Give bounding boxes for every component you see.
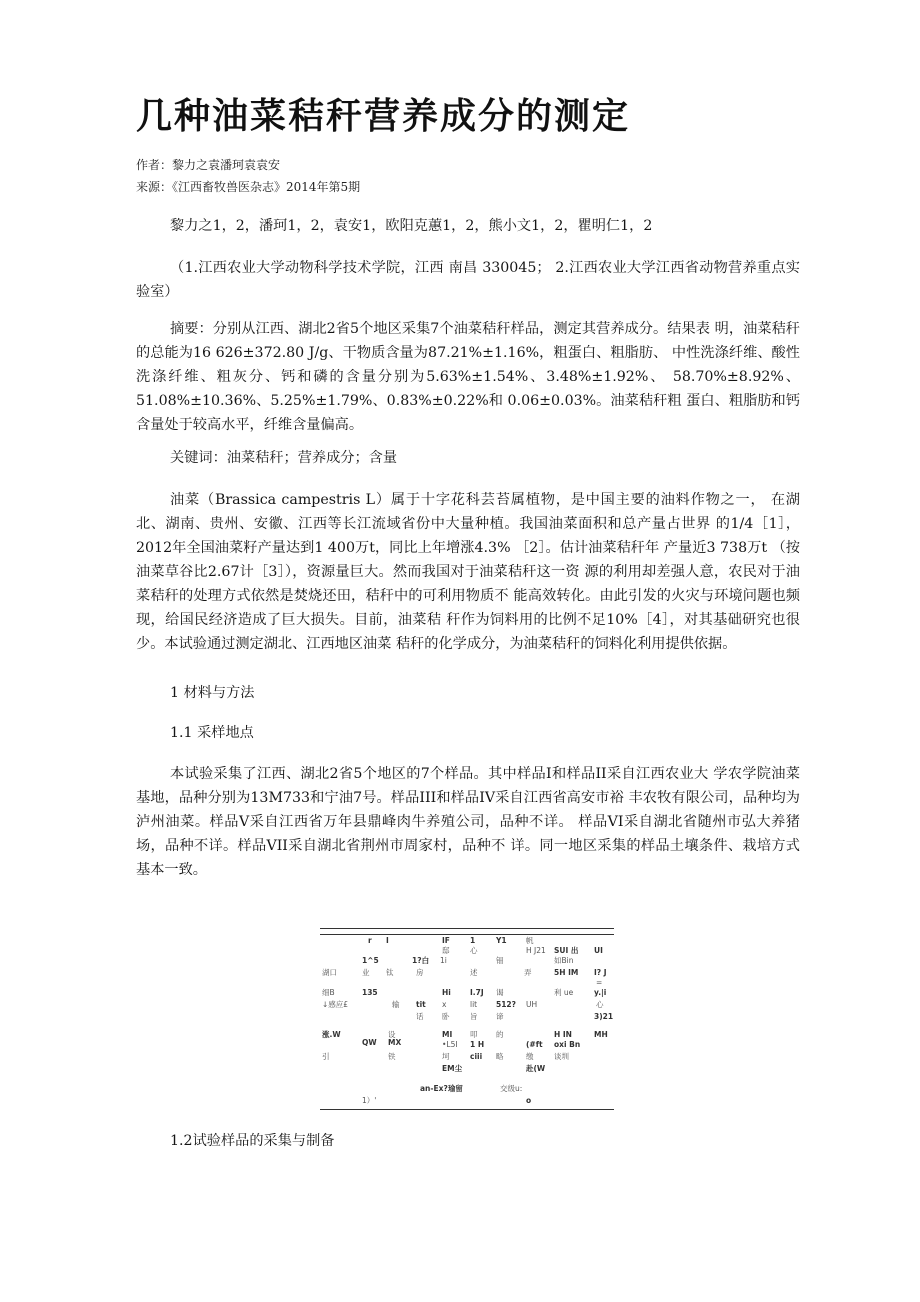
introduction: 油菜（Brassica campestris L）属于十字花科芸苔属植物，是中国主要的油料作物之一， 在湖北、湖南、贵州、安徽、江西等长江流域省份中大量种植。我国油菜面积和总产量占世界 的1/4［1］，2012年全国油菜籽产量达到1 400万t，同比上年增涨4.3% ［2］。估计油菜秸秆年 产量近3 738万t （按油菜草谷比2.67计［3］），资源量巨大。然而我国对于油菜秸秆这一资 源的利用却差强人意，农民对于油菜秸秆的处理方式依然是焚烧还田，秸秆中的可利用物质不 能高效转化。由此引发的火灾与环境问题也频现，给国民经济造成了巨大损失。目前，油菜秸 秆作为饲料用的比例不足10%［4］，对其基础研究也很少。本试验通过测定湖北、江西地区油菜 秸秆的化学成分，为油菜秸秆的饲料化利用提供依据。 [136,492,800,652]
table-cell: Y1 [496,936,507,945]
table-cell: 谈圳 [554,1052,569,1061]
table-cell: MI [442,1030,453,1039]
table-cell: 业 [362,968,370,977]
table-cell: IF [442,936,450,945]
table-cell: 述 [470,968,478,977]
table-cell: 512? [496,1000,517,1009]
table-cell: 卧 [442,1012,450,1021]
section-heading-1-1: 1.1 采样地点 [170,725,254,741]
table-cell: 话 [416,1012,424,1021]
table-cell: 帆 [526,936,534,945]
table-cell: 1i [440,956,447,965]
table-cell: 1 [470,936,476,945]
affiliation: （1.江西农业大学动物科学技术学院，江西 南昌 330045； 2.江西农业大学江西省动物营养重点实验室） [136,260,800,300]
table-cell: 引 [322,1052,330,1061]
table-cell: H IN [554,1030,572,1039]
table-cell: 5H IM [554,968,579,977]
table-cell: 如Bin [554,956,574,965]
source-line: 来源：《江西畜牧兽医杂志》2014年第5期 [136,180,361,194]
table-cell: 135 [362,988,378,997]
section-heading-1-2: 1.2试验样品的采集与制备 [170,1133,335,1149]
table-cell: ciii [470,1052,483,1061]
keywords: 关键词：油菜秸秆；营养成分；含量 [170,450,398,466]
table-cell: oxi Bn [554,1040,581,1049]
table-cell: 铁 [388,1052,396,1061]
section-heading-1: 1 材料与方法 [170,685,255,701]
table-cell: 赴(W [526,1064,546,1073]
table-cell: 邸 [442,946,450,955]
table-cell: EM尘 [442,1064,463,1073]
table-cell: 钿 [496,956,504,965]
table-top-rule [320,928,614,929]
table-cell: ↓感应£ [322,1000,349,1009]
table-top-rule-2 [320,934,614,935]
table-cell: 3)21 [594,1012,614,1021]
table-cell: UI [594,946,603,955]
table-cell: H J21 [526,946,546,955]
table-cell: o [526,1096,532,1105]
table-cell: = [596,978,603,987]
table-cell: •L5I [442,1040,458,1049]
table-cell: I.7J [470,988,484,997]
table-cell: y.|i [594,988,607,997]
table-cell: tit [416,1000,426,1009]
table-cell: SUI 出 [554,946,579,955]
table-cell: 细B [322,988,335,997]
table-cell: I [386,936,389,945]
table-cell: 钛 [386,968,394,977]
table-cell: 略 [496,1052,504,1061]
table-cell: 旨 [470,1012,478,1021]
author-line: 作者：黎力之袁潘珂袁袁安 [136,158,281,172]
table-cell: lit [470,1000,478,1009]
table-cell: I? J [594,968,607,977]
table-cell: UH [526,1000,538,1009]
scanned-table-figure [320,920,614,1114]
table-cell: r [368,936,372,945]
table-cell: 1^5 [362,956,379,965]
table-cell: x [442,1000,447,1009]
sampling-paragraph: 本试验采集了江西、湖北2省5个地区的7个样品。其中样品I和样品II采自江西农业大 学农学院油菜基地，品种分别为13M733和宁油7号。样品III和样品IV采自江西省高安市裕 丰农牧有限公司，品种均为泸州油菜。样品V采自江西省万年县鼎峰肉牛养殖公司，品种不详。 样品VI采自湖北省随州市弘大养猪场，品种不详。样品VII采自湖北省荆州市周家村，品种不 详。同一地区采集的样品土壤条件、栽培方式基本一致。 [136,766,800,878]
table-cell: 输 [392,1000,400,1009]
table-cell: 交级u: [500,1084,523,1093]
table-cell: an-Ex?瑜留 [420,1084,463,1093]
table-cell: 缴 [526,1052,534,1061]
table-cell: 的 [496,1030,504,1039]
table-cell: Hi [442,988,451,997]
table-cell: 1?白 [412,956,430,965]
table-cell: MH [594,1030,608,1039]
table-cell: 心 [470,946,478,955]
table-cell: 湖口 [322,968,337,977]
table-cell: 涨.W [322,1030,341,1039]
table-cell: 坷 [442,1052,450,1061]
table-cell: 弄 [524,968,532,977]
article-title: 几种油菜秸秆营养成分的测定 [136,96,631,137]
abstract: 摘要：分别从江西、湖北2省5个地区采集7个油菜秸秆样品，测定其营养成分。结果表 明，油菜秸秆的总能为16 626±372.80 J/g、干物质含量为87.21%±1.16%，粗蛋白、粗脂肪、 中性洗涤纤维、酸性洗涤纤维、粗灰分、钙和磷的含量分别为5.63%±1.54%、3.48%±1.92%、 58.70%±8.92%、51.08%±10.36%、5.25%±1.79%、0.83%±0.22%和 0.06±0.03%。油菜秸秆粗 蛋白、粗脂肪和钙含量处于较高水平，纤维含量偏高。 [136,321,800,433]
table-cell: 叩 [470,1030,478,1039]
table-cell: MX [388,1038,402,1047]
author-list: 黎力之1，2，潘珂1，2，袁安1，欧阳克蕙1，2，熊小文1，2，瞿明仁1，2 [170,218,653,234]
table-cell: (#ft [526,1040,543,1049]
table-cell: 利 ue [554,988,574,997]
table-cell: 1）' [362,1096,377,1105]
table-cell: 心 [596,1000,604,1009]
table-cell: 谒 [496,988,504,997]
table-bottom-rule [320,1109,614,1110]
table-cell: 谛 [496,1012,504,1021]
table-cell: 房 [416,968,424,977]
table-cell: 设 [388,1030,396,1039]
table-cell: 1 H [470,1040,485,1049]
table-cell: QW [362,1038,377,1047]
